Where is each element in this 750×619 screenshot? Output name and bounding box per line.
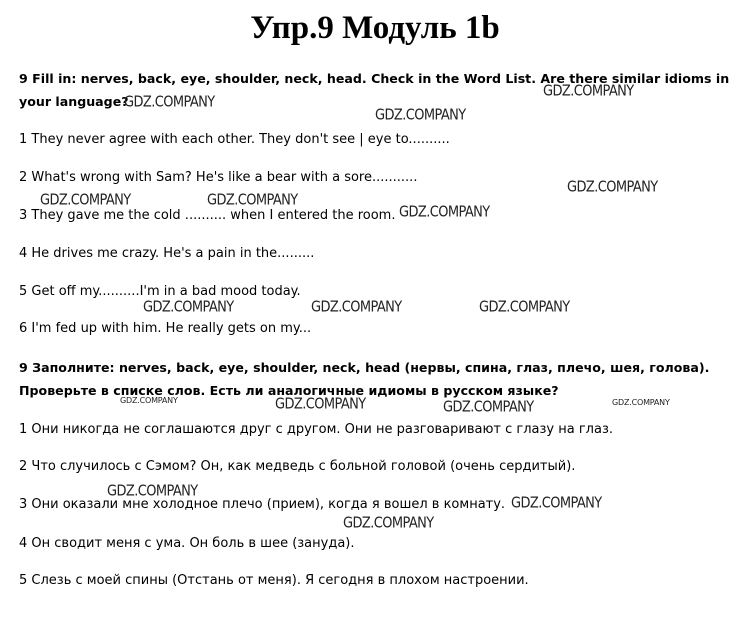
en-item-4: 4 He drives me crazy. He's a pain in the......... [19,246,315,261]
watermark: GDZ.COMPANY [207,192,298,210]
ru-item-2: 2 Что случилось с Сэмом? Он, как медведь с больной головой (очень сердитый). [19,459,576,474]
en-task-heading-line1: 9 Fill in: nerves, back, eye, shoulder, neck, head. Check in the Word List. Are there similar idioms in [19,71,730,86]
watermark: GDZ.COMPANY [120,396,178,405]
watermark: GDZ.COMPANY [40,192,131,210]
ru-item-4: 4 Он сводит меня с ума. Он боль в шее (зануда). [19,536,355,551]
watermark: GDZ.COMPANY [399,204,490,222]
ru-item-5: 5 Слезь с моей спины (Отстань от меня). Я сегодня в плохом настроении. [19,573,529,588]
ru-task-heading-line2: Проверьте в списке слов. Есть ли аналогичные идиомы в русском языке? [19,383,559,398]
page-title: Упр.9 Модуль 1b [250,10,500,46]
en-item-2: 2 What's wrong with Sam? He's like a bear with a sore........... [19,170,418,185]
en-item-3: 3 They gave me the cold .......... when I entered the room. [19,208,396,223]
watermark: GDZ.COMPANY [275,396,366,414]
watermark: GDZ.COMPANY [107,483,198,501]
watermark: GDZ.COMPANY [612,398,670,407]
ru-item-1: 1 Они никогда не соглашаются друг с другом. Они не разговаривают с глазу на глаз. [19,422,614,437]
watermark: GDZ.COMPANY [143,299,234,317]
watermark: GDZ.COMPANY [311,299,402,317]
en-task-heading-line2: your language? [19,94,129,109]
watermark: GDZ.COMPANY [479,299,570,317]
watermark: GDZ.COMPANY [567,179,658,197]
watermark: GDZ.COMPANY [443,399,534,417]
watermark: GDZ.COMPANY [511,495,602,513]
en-item-6: 6 I'm fed up with him. He really gets on my... [19,321,312,336]
watermark: GDZ.COMPANY [124,94,215,112]
en-item-1: 1 They never agree with each other. They don't see | eye to.......... [19,132,450,147]
watermark: GDZ.COMPANY [375,107,466,125]
en-item-5: 5 Get off my..........I'm in a bad mood today. [19,284,301,299]
watermark: GDZ.COMPANY [543,83,634,101]
ru-item-3: 3 Они оказали мне холодное плечо (прием), когда я вошел в комнату. [19,497,506,512]
ru-task-heading-line1: 9 Заполните: nerves, back, eye, shoulder, neck, head (нервы, спина, глаз, плечо, шея, голова). [19,360,710,375]
watermark: GDZ.COMPANY [343,515,434,533]
